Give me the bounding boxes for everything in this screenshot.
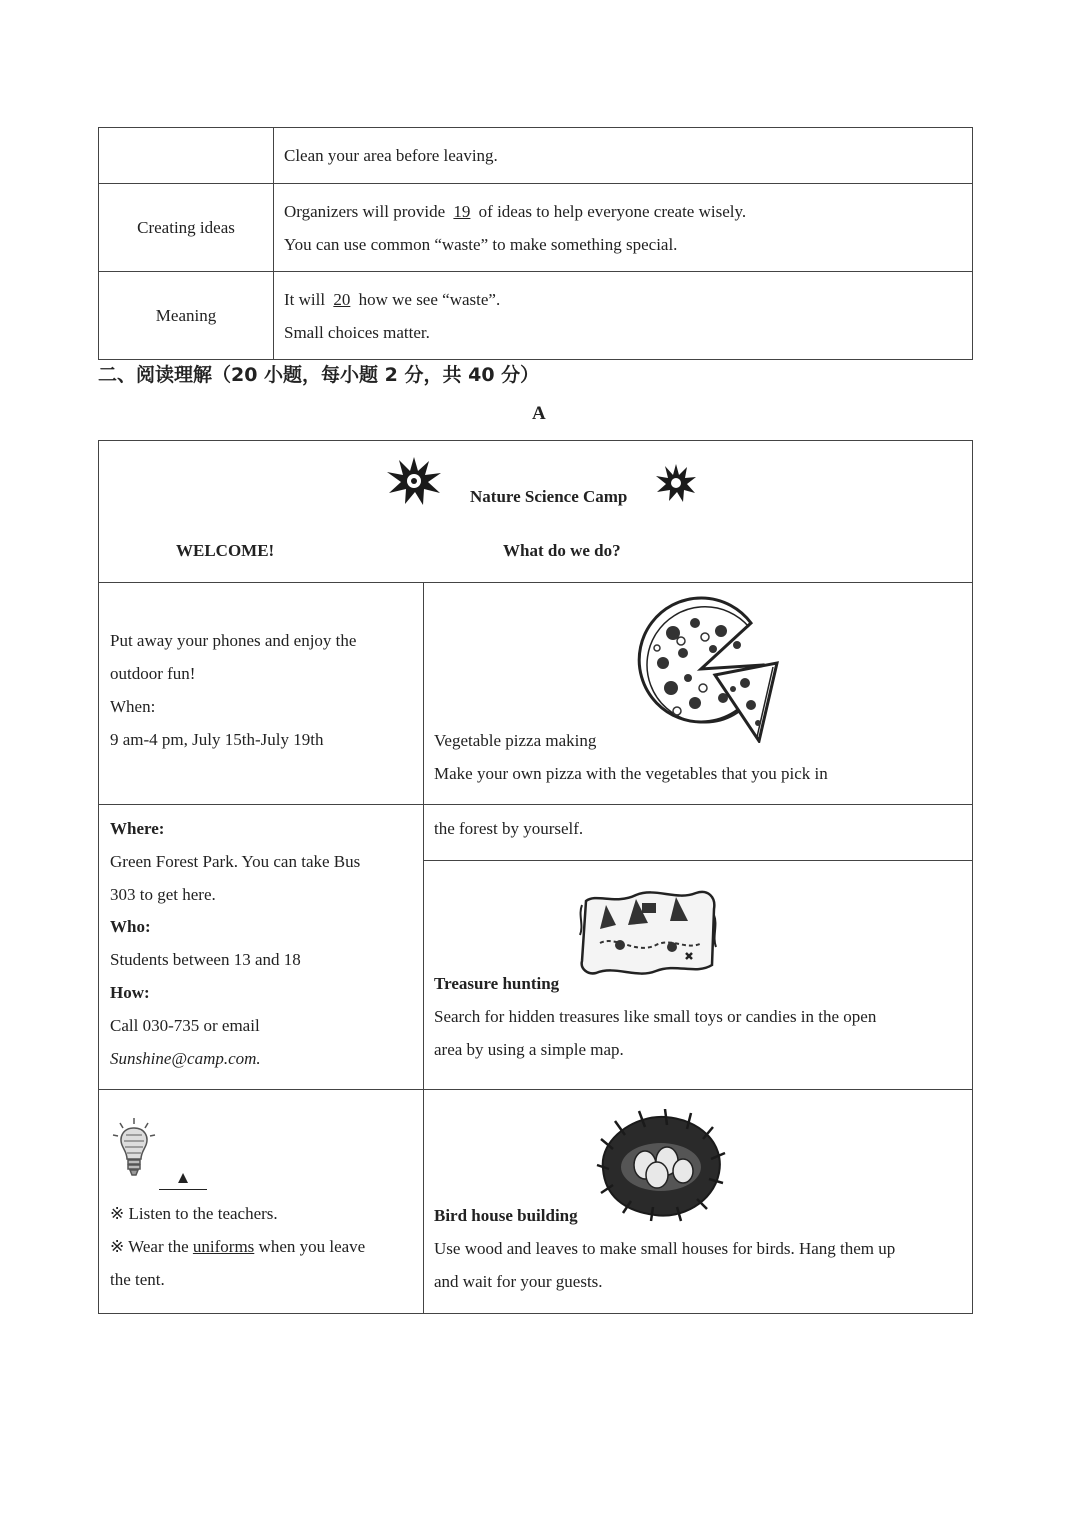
- divider: [99, 804, 972, 805]
- tip-line: the tent.: [110, 1270, 165, 1289]
- intro-line: outdoor fun!: [110, 664, 196, 683]
- table-row: [99, 184, 973, 272]
- row-label: [99, 128, 274, 184]
- uniforms-term: uniforms: [192, 1237, 255, 1256]
- blank-20[interactable]: 20: [333, 289, 351, 309]
- pizza-desc: the forest by yourself.: [434, 819, 584, 838]
- how-label: How:: [110, 983, 150, 1002]
- how-value: Call 030-735 or email: [110, 1016, 260, 1035]
- starburst-icon: [385, 455, 443, 507]
- intro-line: Put away your phones and enjoy the: [110, 631, 357, 650]
- divider: [423, 860, 972, 861]
- who-value: Students between 13 and 18: [110, 950, 301, 969]
- blank-19[interactable]: 19: [453, 201, 471, 221]
- divider: [99, 582, 972, 583]
- table-row: [99, 128, 973, 184]
- pizza-desc: Make your own pizza with the vegetables that you pick in: [434, 764, 828, 783]
- treasure-title: Treasure hunting: [434, 974, 560, 993]
- divider: [99, 1089, 972, 1090]
- row-content: [274, 128, 973, 184]
- welcome-heading: WELCOME!: [176, 541, 275, 560]
- table-row: [99, 272, 973, 360]
- section-letter: A: [532, 403, 546, 424]
- bird-nest-icon: [595, 1109, 727, 1223]
- content-line: It will: [284, 289, 326, 309]
- what-heading: What do we do?: [503, 541, 621, 560]
- pizza-icon: [633, 593, 793, 743]
- lightbulb-icon: [111, 1117, 157, 1177]
- content-line: You can use common “waste” to make something special.: [284, 234, 678, 254]
- bird-desc: Use wood and leaves to make small houses for birds. Hang them up: [434, 1239, 896, 1258]
- treasure-map-icon: [576, 885, 720, 979]
- treasure-desc: area by using a simple map.: [434, 1040, 624, 1059]
- content-line: how we see “waste”.: [358, 289, 501, 309]
- tip-answer-blank[interactable]: ▲: [159, 1167, 207, 1190]
- divider: [423, 582, 424, 1314]
- where-value: 303 to get here.: [110, 885, 216, 904]
- content-line: Clean your area before leaving.: [284, 146, 498, 165]
- where-value: Green Forest Park. You can take Bus: [110, 852, 361, 871]
- bird-title: Bird house building: [434, 1206, 578, 1225]
- email-link[interactable]: Sunshine@camp.com.: [110, 1049, 261, 1068]
- who-label: Who:: [110, 917, 151, 936]
- treasure-desc: Search for hidden treasures like small toys or candies in the open: [434, 1007, 877, 1026]
- tip-line: ※ Listen to the teachers.: [110, 1204, 278, 1223]
- tip-line: ※ Wear the uniforms when you leave: [110, 1237, 366, 1256]
- when-label: When:: [110, 697, 156, 716]
- where-label: Where:: [110, 819, 165, 838]
- bird-desc: and wait for your guests.: [434, 1272, 603, 1291]
- pizza-title: Vegetable pizza making: [434, 731, 597, 750]
- section-heading: 二、阅读理解（20 小题，每小题 2 分，共 40 分）: [98, 364, 540, 386]
- content-line: of ideas to help everyone create wisely.: [478, 201, 747, 221]
- row-label: Creating ideas: [99, 184, 274, 272]
- starburst-icon: [655, 463, 697, 503]
- row-content: [274, 272, 973, 360]
- content-line: Organizers will provide: [284, 201, 446, 221]
- row-label: Meaning: [99, 272, 274, 360]
- when-value: 9 am-4 pm, July 15th-July 19th: [110, 730, 324, 749]
- rules-table: [98, 127, 973, 360]
- camp-title: Nature Science Camp: [470, 487, 628, 506]
- row-content: [274, 184, 973, 272]
- camp-poster: [98, 440, 973, 1314]
- content-line: Small choices matter.: [284, 322, 430, 342]
